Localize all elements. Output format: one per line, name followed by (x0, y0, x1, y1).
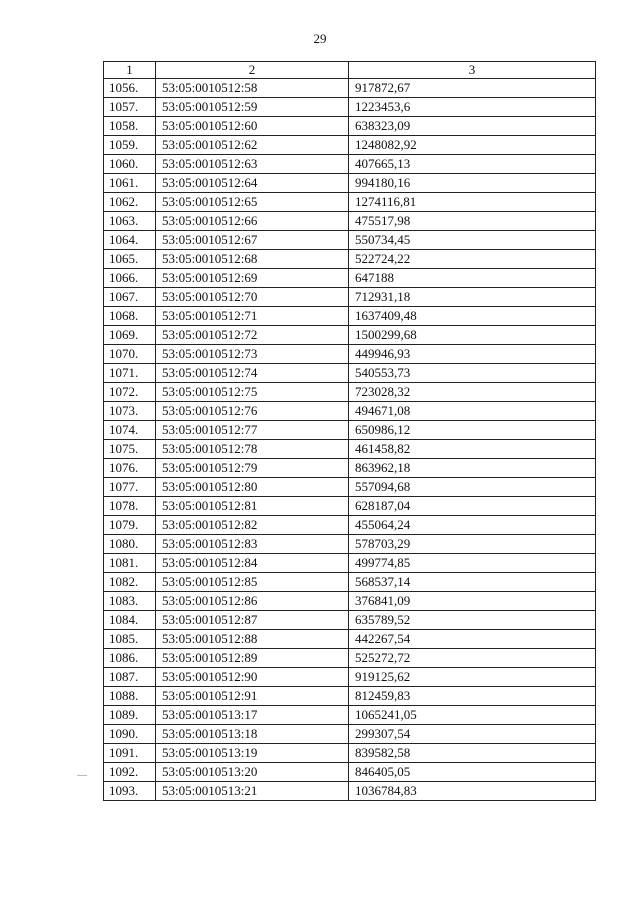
row-number-cell: 1056. (104, 79, 156, 98)
value-cell: 522724,22 (349, 250, 596, 269)
row-number-cell: 1071. (104, 364, 156, 383)
row-number-cell: 1083. (104, 592, 156, 611)
row-number-cell: 1072. (104, 383, 156, 402)
value-cell: 299307,54 (349, 725, 596, 744)
value-cell: 407665,13 (349, 155, 596, 174)
value-cell: 461458,82 (349, 440, 596, 459)
table-row (104, 79, 596, 98)
row-number-cell: 1093. (104, 782, 156, 801)
cadastral-number-cell: 53:05:0010512:76 (156, 402, 349, 421)
row-number-cell: 1092. (104, 763, 156, 782)
value-cell: 635789,52 (349, 611, 596, 630)
value-cell: 1500299,68 (349, 326, 596, 345)
cadastral-number-cell: 53:05:0010513:21 (156, 782, 349, 801)
cadastral-number-cell: 53:05:0010512:73 (156, 345, 349, 364)
cadastral-number-cell: 53:05:0010512:87 (156, 611, 349, 630)
table-row (104, 668, 596, 687)
value-cell: 812459,83 (349, 687, 596, 706)
row-number-cell: 1075. (104, 440, 156, 459)
cadastral-number-cell: 53:05:0010512:59 (156, 98, 349, 117)
row-number-cell: 1090. (104, 725, 156, 744)
table-row (104, 706, 596, 725)
table-row (104, 117, 596, 136)
row-number-cell: 1061. (104, 174, 156, 193)
table-row (104, 630, 596, 649)
table-row (104, 687, 596, 706)
row-number-cell: 1081. (104, 554, 156, 573)
table-row (104, 554, 596, 573)
cadastral-number-cell: 53:05:0010512:66 (156, 212, 349, 231)
parcel-table (103, 61, 596, 801)
value-cell: 1274116,81 (349, 193, 596, 212)
value-cell: 455064,24 (349, 516, 596, 535)
value-cell: 540553,73 (349, 364, 596, 383)
cadastral-number-cell: 53:05:0010513:17 (156, 706, 349, 725)
value-cell: 578703,29 (349, 535, 596, 554)
table-row (104, 231, 596, 250)
cadastral-number-cell: 53:05:0010512:71 (156, 307, 349, 326)
value-cell: 1248082,92 (349, 136, 596, 155)
table-row (104, 535, 596, 554)
row-number-cell: 1084. (104, 611, 156, 630)
row-number-cell: 1062. (104, 193, 156, 212)
cadastral-number-cell: 53:05:0010513:18 (156, 725, 349, 744)
table-row (104, 763, 596, 782)
cadastral-number-cell: 53:05:0010512:80 (156, 478, 349, 497)
cadastral-number-cell: 53:05:0010512:88 (156, 630, 349, 649)
table-row (104, 174, 596, 193)
cadastral-number-cell: 53:05:0010512:78 (156, 440, 349, 459)
row-number-cell: 1067. (104, 288, 156, 307)
cadastral-number-cell: 53:05:0010512:86 (156, 592, 349, 611)
value-cell: 376841,09 (349, 592, 596, 611)
table-row (104, 478, 596, 497)
cadastral-number-cell: 53:05:0010512:90 (156, 668, 349, 687)
cadastral-number-cell: 53:05:0010512:79 (156, 459, 349, 478)
table-header (104, 62, 596, 79)
row-number-cell: 1086. (104, 649, 156, 668)
table-row (104, 345, 596, 364)
row-number-cell: 1088. (104, 687, 156, 706)
cadastral-number-cell: 53:05:0010512:82 (156, 516, 349, 535)
row-number-cell: 1091. (104, 744, 156, 763)
value-cell: 1036784,83 (349, 782, 596, 801)
table-row (104, 611, 596, 630)
value-cell: 647188 (349, 269, 596, 288)
row-number-cell: 1080. (104, 535, 156, 554)
row-number-cell: 1087. (104, 668, 156, 687)
table-body (104, 79, 596, 801)
value-cell: 994180,16 (349, 174, 596, 193)
value-cell: 723028,32 (349, 383, 596, 402)
row-number-cell: 1069. (104, 326, 156, 345)
column-header-3: 3 (349, 62, 596, 79)
cadastral-number-cell: 53:05:0010512:81 (156, 497, 349, 516)
cadastral-number-cell: 53:05:0010512:91 (156, 687, 349, 706)
table-row (104, 326, 596, 345)
table-row (104, 98, 596, 117)
value-cell: 846405,05 (349, 763, 596, 782)
cadastral-number-cell: 53:05:0010512:75 (156, 383, 349, 402)
value-cell: 712931,18 (349, 288, 596, 307)
table-row (104, 421, 596, 440)
value-cell: 919125,62 (349, 668, 596, 687)
row-number-cell: 1070. (104, 345, 156, 364)
column-header-1: 1 (104, 62, 156, 79)
cadastral-number-cell: 53:05:0010512:74 (156, 364, 349, 383)
row-number-cell: 1077. (104, 478, 156, 497)
cadastral-number-cell: 53:05:0010512:89 (156, 649, 349, 668)
row-number-cell: 1064. (104, 231, 156, 250)
table-row (104, 497, 596, 516)
header-row (104, 62, 596, 79)
table-row (104, 402, 596, 421)
table-row (104, 155, 596, 174)
value-cell: 1223453,6 (349, 98, 596, 117)
value-cell: 839582,58 (349, 744, 596, 763)
row-number-cell: 1063. (104, 212, 156, 231)
value-cell: 1637409,48 (349, 307, 596, 326)
value-cell: 557094,68 (349, 478, 596, 497)
row-number-cell: 1066. (104, 269, 156, 288)
table-row (104, 136, 596, 155)
row-number-cell: 1058. (104, 117, 156, 136)
table-row (104, 459, 596, 478)
row-number-cell: 1074. (104, 421, 156, 440)
table-row (104, 307, 596, 326)
table-row (104, 782, 596, 801)
value-cell: 494671,08 (349, 402, 596, 421)
table-row (104, 649, 596, 668)
table-row (104, 516, 596, 535)
table-row (104, 364, 596, 383)
cadastral-number-cell: 53:05:0010512:77 (156, 421, 349, 440)
cadastral-number-cell: 53:05:0010512:69 (156, 269, 349, 288)
cadastral-number-cell: 53:05:0010512:62 (156, 136, 349, 155)
margin-mark (77, 775, 87, 776)
row-number-cell: 1073. (104, 402, 156, 421)
cadastral-number-cell: 53:05:0010512:64 (156, 174, 349, 193)
value-cell: 650986,12 (349, 421, 596, 440)
column-header-2: 2 (156, 62, 349, 79)
cadastral-number-cell: 53:05:0010512:60 (156, 117, 349, 136)
table-row (104, 592, 596, 611)
value-cell: 550734,45 (349, 231, 596, 250)
value-cell: 917872,67 (349, 79, 596, 98)
row-number-cell: 1078. (104, 497, 156, 516)
row-number-cell: 1060. (104, 155, 156, 174)
cadastral-number-cell: 53:05:0010512:63 (156, 155, 349, 174)
value-cell: 863962,18 (349, 459, 596, 478)
table-row (104, 744, 596, 763)
table-row (104, 383, 596, 402)
table-row (104, 250, 596, 269)
value-cell: 499774,85 (349, 554, 596, 573)
value-cell: 449946,93 (349, 345, 596, 364)
row-number-cell: 1079. (104, 516, 156, 535)
table-row (104, 212, 596, 231)
cadastral-number-cell: 53:05:0010512:72 (156, 326, 349, 345)
cadastral-number-cell: 53:05:0010512:84 (156, 554, 349, 573)
table-row (104, 573, 596, 592)
value-cell: 442267,54 (349, 630, 596, 649)
table-row (104, 440, 596, 459)
cadastral-number-cell: 53:05:0010512:67 (156, 231, 349, 250)
value-cell: 1065241,05 (349, 706, 596, 725)
table-row (104, 725, 596, 744)
table-row (104, 269, 596, 288)
value-cell: 475517,98 (349, 212, 596, 231)
row-number-cell: 1057. (104, 98, 156, 117)
cadastral-number-cell: 53:05:0010512:85 (156, 573, 349, 592)
row-number-cell: 1068. (104, 307, 156, 326)
value-cell: 525272,72 (349, 649, 596, 668)
table-row (104, 288, 596, 307)
cadastral-number-cell: 53:05:0010512:70 (156, 288, 349, 307)
cadastral-number-cell: 53:05:0010513:20 (156, 763, 349, 782)
row-number-cell: 1059. (104, 136, 156, 155)
row-number-cell: 1076. (104, 459, 156, 478)
page-number: 29 (313, 31, 327, 46)
row-number-cell: 1082. (104, 573, 156, 592)
value-cell: 638323,09 (349, 117, 596, 136)
cadastral-number-cell: 53:05:0010512:68 (156, 250, 349, 269)
cadastral-number-cell: 53:05:0010512:58 (156, 79, 349, 98)
row-number-cell: 1065. (104, 250, 156, 269)
table-row (104, 193, 596, 212)
cadastral-number-cell: 53:05:0010513:19 (156, 744, 349, 763)
value-cell: 628187,04 (349, 497, 596, 516)
value-cell: 568537,14 (349, 573, 596, 592)
cadastral-number-cell: 53:05:0010512:65 (156, 193, 349, 212)
row-number-cell: 1089. (104, 706, 156, 725)
row-number-cell: 1085. (104, 630, 156, 649)
cadastral-number-cell: 53:05:0010512:83 (156, 535, 349, 554)
